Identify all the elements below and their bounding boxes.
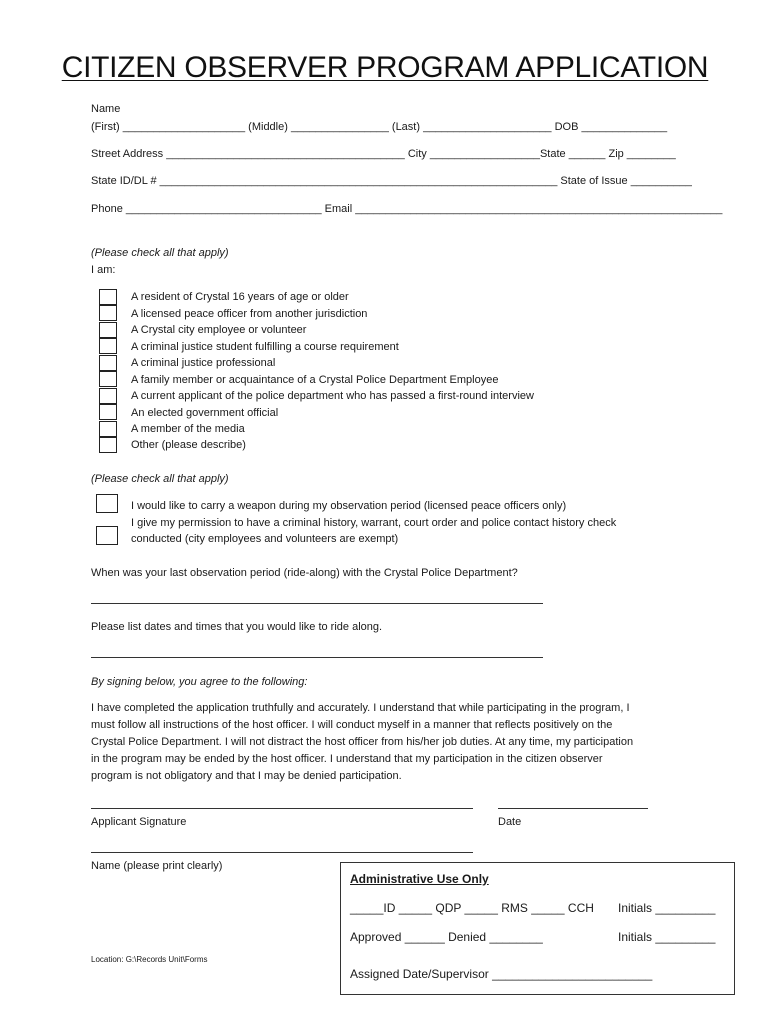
checkbox-peace-officer[interactable] (99, 305, 117, 321)
checkbox-background-check[interactable] (96, 526, 118, 545)
admin-approval-row[interactable]: Approved ______ Denied ________ (350, 930, 543, 944)
last-ride-answer-line[interactable] (91, 603, 543, 604)
form-title: CITIZEN OBSERVER PROGRAM APPLICATION (61, 51, 709, 84)
agreement-heading: By signing below, you agree to the following: (91, 676, 308, 688)
admin-initials-1[interactable]: Initials _________ (618, 901, 716, 915)
check-instruction-2: (Please check all that apply) (91, 473, 229, 485)
checkbox-resident[interactable] (99, 289, 117, 305)
last-ride-question: When was your last observation period (ride-along) with the Crystal Police Department? (91, 567, 518, 579)
checkbox-elected-official[interactable] (99, 404, 117, 420)
option-carry-weapon: I would like to carry a weapon during my observation period (licensed peace officers only) (131, 500, 567, 512)
signature-date-line[interactable] (498, 808, 648, 809)
state-id-fields-line[interactable]: State ID/DL # _________________________________________________________________ State of Issue __________ (91, 175, 692, 187)
option-cj-professional: A criminal justice professional (131, 357, 276, 369)
checkbox-media[interactable] (99, 421, 117, 437)
option-background-check-line1: I give my permission to have a criminal history, warrant, court order and police contact history check (131, 517, 617, 529)
name-label: Name (91, 103, 121, 115)
applicant-signature-label: Applicant Signature (91, 816, 187, 828)
agreement-line-5: program is not obligatory and that I may be denied participation. (91, 770, 402, 782)
admin-assigned-row[interactable]: Assigned Date/Supervisor ________________________ (350, 967, 653, 981)
option-current-applicant: A current applicant of the police department who has passed a first-round interview (131, 390, 534, 402)
agreement-line-1: I have completed the application truthfully and accurately. I understand that while participating in the program, I (91, 702, 630, 714)
name-fields-line[interactable]: (First) ____________________ (Middle) ________________ (Last) _____________________ DOB ______________ (91, 121, 668, 133)
agreement-line-3: Crystal Police Department. I will not distract the host officer from his/her job duties. At any time, my participation (91, 736, 634, 748)
footer-location: Location: G:\Records Unit\Forms (91, 955, 208, 964)
i-am-label: I am: (91, 264, 116, 276)
ride-dates-question: Please list dates and times that you would like to ride along. (91, 621, 383, 633)
option-background-check-line2: conducted (city employees and volunteers are exempt) (131, 533, 399, 545)
admin-title: Administrative Use Only (350, 872, 489, 886)
admin-initials-2[interactable]: Initials _________ (618, 930, 716, 944)
agreement-line-4: in the program may be ended by the host officer. I understand that my participation in the citizen observer (91, 753, 603, 765)
option-other: Other (please describe) (131, 439, 246, 451)
administrative-use-box (340, 862, 735, 995)
checkbox-family-member[interactable] (99, 371, 117, 387)
checkbox-carry-weapon[interactable] (96, 494, 118, 513)
check-instruction-1: (Please check all that apply) (91, 247, 229, 259)
option-peace-officer: A licensed peace officer from another jurisdiction (131, 308, 368, 320)
option-resident: A resident of Crystal 16 years of age or older (131, 291, 349, 303)
admin-check-row[interactable]: _____ID _____ QDP _____ RMS _____ CCH (350, 901, 594, 915)
checkbox-cj-student[interactable] (99, 338, 117, 354)
checkbox-cj-professional[interactable] (99, 355, 117, 371)
option-cj-student: A criminal justice student fulfilling a course requirement (131, 341, 399, 353)
ride-dates-answer-line[interactable] (91, 657, 543, 658)
option-city-employee: A Crystal city employee or volunteer (131, 324, 307, 336)
option-media: A member of the media (131, 423, 245, 435)
applicant-signature-line[interactable] (91, 808, 473, 809)
address-fields-line[interactable]: Street Address _______________________________________ City __________________State ______ Zip ________ (91, 148, 676, 160)
checkbox-other[interactable] (99, 437, 117, 453)
checkbox-current-applicant[interactable] (99, 388, 117, 404)
signature-date-label: Date (498, 816, 522, 828)
checkbox-city-employee[interactable] (99, 322, 117, 338)
printed-name-label: Name (please print clearly) (91, 860, 223, 872)
contact-fields-line[interactable]: Phone ________________________________ Email ____________________________________________________________ (91, 203, 723, 215)
printed-name-line[interactable] (91, 852, 473, 853)
option-family-member: A family member or acquaintance of a Crystal Police Department Employee (131, 374, 499, 386)
agreement-line-2: must follow all instructions of the host officer. I will conduct myself in a manner that reflects positively on the (91, 719, 613, 731)
option-elected-official: An elected government official (131, 407, 279, 419)
